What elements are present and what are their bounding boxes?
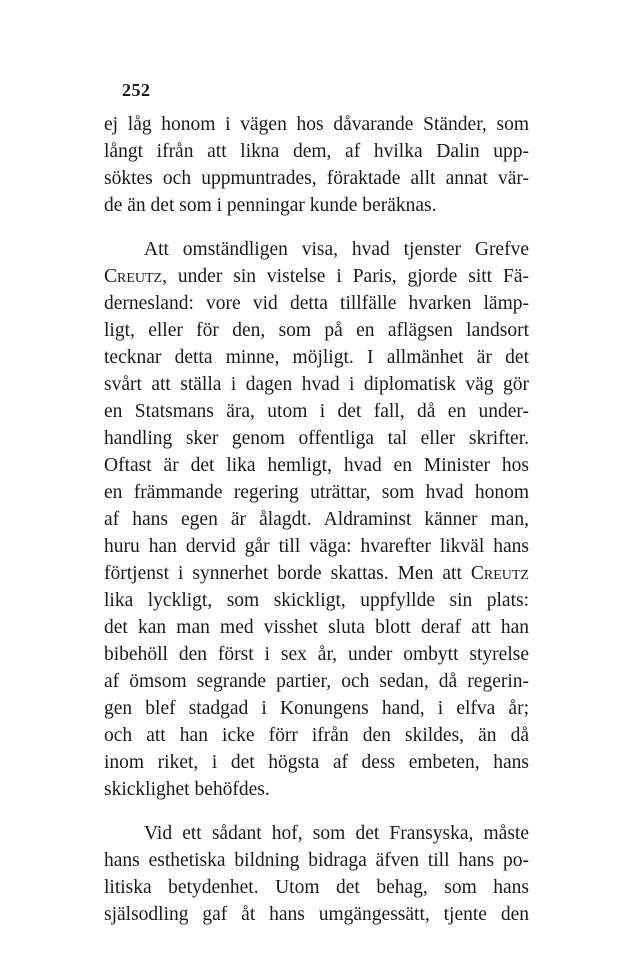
- text-line: gen blef stadgad i Konungens hand, i elfva år;: [104, 698, 529, 719]
- text-line: skicklighet behöfdes.: [104, 779, 270, 800]
- paragraph-gap: [104, 219, 529, 236]
- text-line: en främmande regering uträttar, som hvad honom: [104, 482, 529, 503]
- text-line: förtjenst i synnerhet borde skattas. Men att Creutz: [104, 563, 529, 584]
- paragraph-2: [104, 236, 529, 803]
- name-small-caps: Creutz: [104, 266, 163, 287]
- text-line: långt ifrån att likna dem, af hvilka Dalin upp-: [104, 141, 529, 162]
- text-line: Att omständligen visa, hvad tjenster Grefve: [144, 239, 529, 260]
- text-line: Creutz, under sin vistelse i Paris, gjorde sitt Fä-: [104, 266, 529, 287]
- text-line: Vid ett sådant hof, som det Fransyska, måste: [144, 823, 529, 844]
- book-page: [104, 78, 529, 928]
- text-line: inom riket, i det högsta af dess embeten, hans: [104, 752, 529, 773]
- paragraph-gap: [104, 803, 529, 820]
- text-line: Oftast är det lika hemligt, hvad en Minister hos: [104, 455, 529, 476]
- page-number: 252: [122, 80, 151, 100]
- paragraph-3: [104, 820, 529, 928]
- text-line: dernesland: vore vid detta tillfälle hvarken lämp-: [104, 293, 529, 314]
- paragraph-1: [104, 111, 529, 219]
- text-line: huru han dervid går till väga: hvarefter likväl hans: [104, 536, 529, 557]
- name-small-caps: Creutz: [470, 563, 529, 584]
- text-line: det kan man med visshet sluta blott deraf att han: [104, 617, 529, 638]
- text-line: de än det som i penningar kunde beräknas.: [104, 195, 437, 216]
- text-line: ej låg honom i vägen hos dåvarande Ständer, som: [104, 114, 529, 135]
- text-line: handling sker genom offentliga tal eller skrifter.: [104, 428, 529, 449]
- text-line: själsodling gaf åt hans umgängessätt, tjente den: [104, 904, 529, 925]
- text-line: och att han icke förr ifrån den skildes, än då: [104, 725, 529, 746]
- text-line: hans esthetiska bildning bidraga äfven till hans po-: [104, 850, 529, 871]
- text-line: litiska betydenhet. Utom det behag, som hans: [104, 877, 529, 898]
- text-line: af ömsom segrande partier, och sedan, då regerin-: [104, 671, 529, 692]
- text-line: bibehöll den först i sex år, under ombytt styrelse: [104, 644, 529, 665]
- text-line: svårt att ställa i dagen hvad i diplomatisk väg gör: [104, 374, 529, 395]
- text-line: lika lyckligt, som skickligt, uppfyllde sin plats:: [104, 590, 529, 611]
- text-line: ligt, eller för den, som på en aflägsen landsort: [104, 320, 529, 341]
- text-line: söktes och uppmuntrades, föraktade allt annat vär-: [104, 168, 529, 189]
- text-line: tecknar detta minne, möjligt. I allmänhet är det: [104, 347, 529, 368]
- text-line: en Statsmans ära, utom i det fall, då en under-: [104, 401, 529, 422]
- text-line: af hans egen är ålagdt. Aldraminst känner man,: [104, 509, 529, 530]
